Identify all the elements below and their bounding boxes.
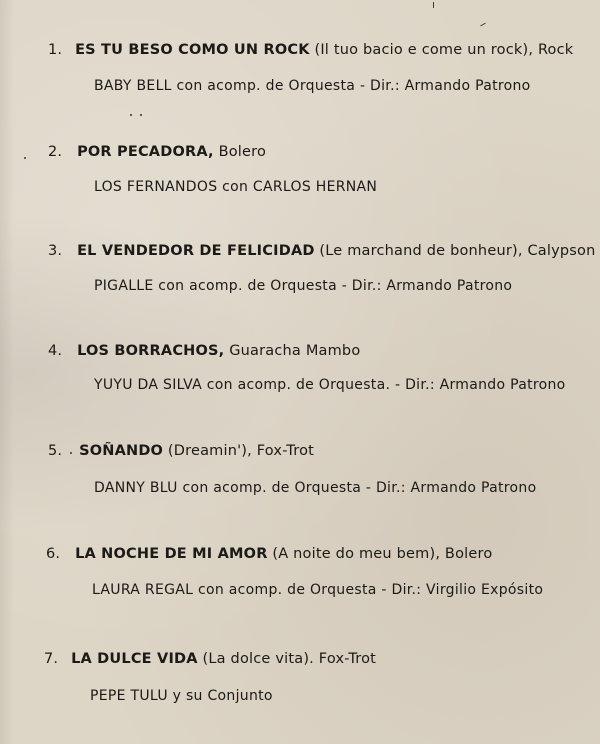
track-detail: (Le marchand de bonheur), Calypson [314, 243, 596, 259]
paper-speck [130, 114, 132, 116]
track-number: 4. [48, 343, 63, 359]
track-detail: (A noite do meu bem), Bolero [267, 546, 493, 562]
track-artist: LAURA REGAL con acomp. de Orquesta - Dir.: Virgilio Expósito [92, 582, 544, 598]
track-detail: Bolero [213, 144, 267, 160]
track-number: 3. [48, 243, 63, 259]
paper-speck [70, 452, 72, 454]
track-number: 7. [44, 651, 59, 667]
track-detail: (La dolce vita). Fox-Trot [197, 651, 377, 667]
track-title: POR PECADORA, [77, 144, 214, 160]
paper-speck [433, 2, 434, 8]
paper-speck [140, 114, 142, 116]
track-title-line [48, 243, 596, 259]
track-title-line [46, 546, 492, 562]
track-title-line [48, 42, 573, 58]
track-artist: DANNY BLU con acomp. de Orquesta - Dir.: Armando Patrono [94, 480, 537, 496]
track-number: 6. [46, 546, 61, 562]
track-artist: PIGALLE con acomp. de Orquesta - Dir.: Armando Patrono [94, 278, 513, 294]
track-title: SOÑANDO [79, 443, 164, 459]
track-artist: PEPE TULU y su Conjunto [90, 688, 273, 704]
track-detail: Guaracha Mambo [224, 343, 361, 359]
track-artist: YUYU DA SILVA con acomp. de Orquesta. - Dir.: Armando Patrono [94, 377, 566, 393]
page-edge-shadow [0, 0, 14, 744]
track-title: ES TU BESO COMO UN ROCK [75, 42, 310, 58]
track-title: LA DULCE VIDA [71, 651, 198, 667]
paper-speck [24, 157, 26, 159]
paper-speck [480, 23, 486, 27]
track-title: LOS BORRACHOS, [77, 343, 225, 359]
track-title: LA NOCHE DE MI AMOR [75, 546, 268, 562]
track-title-line [48, 443, 314, 459]
track-title: EL VENDEDOR DE FELICIDAD [77, 243, 315, 259]
track-title-line [44, 651, 376, 667]
track-title-line [48, 144, 266, 160]
track-artist: LOS FERNANDOS con CARLOS HERNAN [94, 179, 378, 195]
track-detail: (Il tuo bacio e come un rock), Rock [309, 42, 574, 58]
track-detail: (Dreamin'), Fox-Trot [163, 443, 315, 459]
track-number: 1. [48, 42, 63, 58]
track-artist: BABY BELL con acomp. de Orquesta - Dir.: Armando Patrono [94, 78, 531, 94]
track-number: 2. [48, 144, 63, 160]
track-number: 5. [48, 443, 63, 459]
track-title-line [48, 343, 360, 359]
